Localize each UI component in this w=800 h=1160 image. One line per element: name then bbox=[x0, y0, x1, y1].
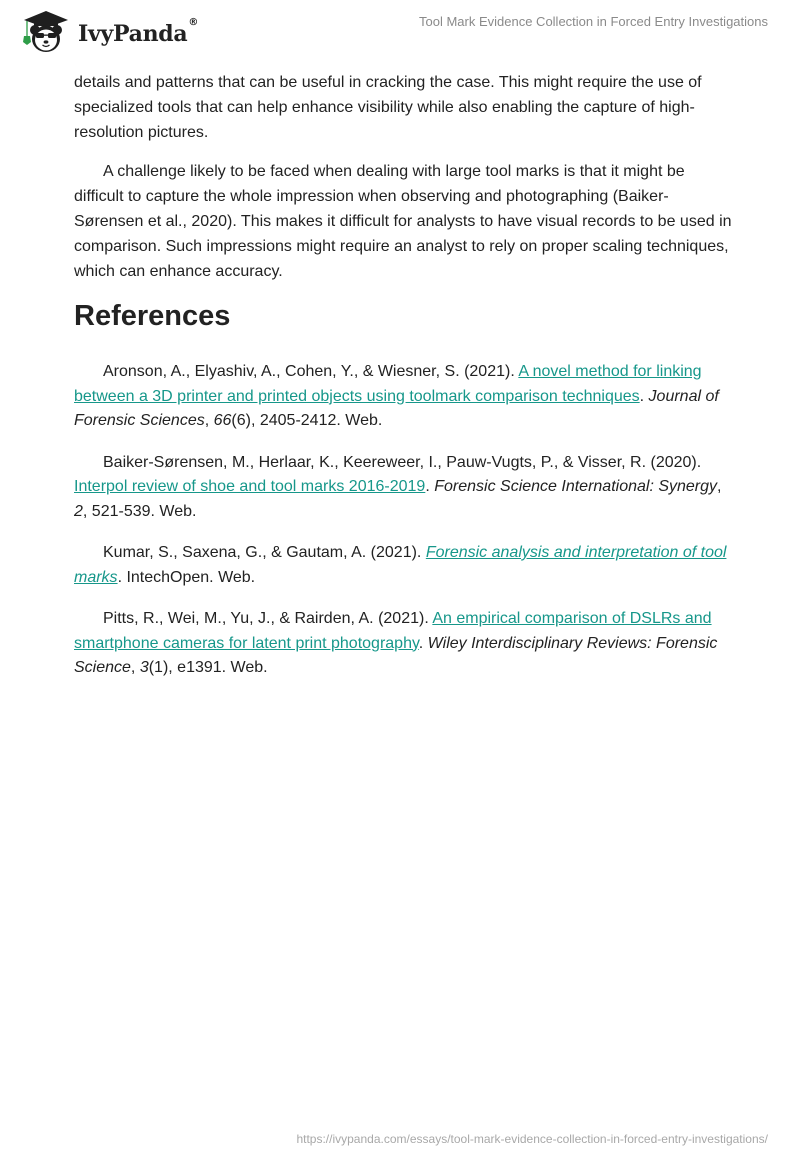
reference-item bbox=[74, 451, 734, 525]
reference-link[interactable]: A novel method for linking between a 3D printer and printed objects using toolmark comparison techniques bbox=[74, 363, 702, 405]
reference-link[interactable]: Interpol review of shoe and tool marks 2016-2019 bbox=[74, 478, 426, 495]
reference-details: , 521-539. Web. bbox=[82, 502, 197, 520]
body-paragraph: A challenge likely to be faced when dealing with large tool marks is that it might be difficult to capture the whole impression when observing and photographing (Baiker-Sørensen et al., 2020). This makes it difficult for analysts to have visual records to be used in comparison. Such impressions might require an analyst to rely on proper scaling techniques, which can enhance accuracy. bbox=[74, 163, 732, 280]
reference-punct: , bbox=[130, 659, 140, 676]
reference-punct: , bbox=[717, 478, 722, 495]
reference-punct: . bbox=[418, 634, 428, 652]
reference-link[interactable]: An empirical comparison of DSLRs and smartphone cameras for latent print photography bbox=[74, 610, 712, 652]
reference-details: (6), 2405-2412. Web. bbox=[231, 412, 383, 429]
brand-logo[interactable] bbox=[18, 8, 198, 54]
reference-volume: 2 bbox=[74, 502, 83, 520]
references-list bbox=[74, 360, 734, 681]
body-paragraph: details and patterns that can be useful in cracking the case. This might require the use of specialized tools that can help enhance visibility while also enabling the capture of high-resolution pictures. bbox=[74, 74, 702, 141]
reference-punct: , bbox=[204, 412, 214, 429]
reference-punct: . bbox=[639, 387, 649, 405]
reference-authors: Aronson, A., Elyashiv, A., Cohen, Y., & Wiesner, S. (2021). bbox=[103, 363, 519, 380]
page-header bbox=[0, 0, 800, 60]
document-body bbox=[74, 70, 734, 698]
brand-name: IvyPanda® bbox=[78, 17, 199, 47]
reference-details: (1), e1391. Web. bbox=[148, 659, 268, 676]
footer-url: https://ivypanda.com/essays/tool-mark-evidence-collection-in-forced-entry-investigations/ bbox=[296, 1132, 768, 1146]
reference-link-text[interactable]: Forensic analysis and interpretation of tool marks bbox=[74, 544, 727, 586]
reference-item bbox=[74, 541, 734, 590]
reference-punct: . bbox=[425, 478, 435, 495]
document-title: Tool Mark Evidence Collection in Forced Entry Investigations bbox=[419, 14, 768, 29]
panda-graduate-icon bbox=[18, 8, 74, 54]
reference-details: . IntechOpen. Web. bbox=[117, 568, 256, 586]
reference-authors: Kumar, S., Saxena, G., & Gautam, A. (2021). bbox=[103, 544, 426, 561]
reference-authors: Baiker-Sørensen, M., Herlaar, K., Keereweer, I., Pauw-Vugts, P., & Visser, R. (2020). bbox=[103, 453, 702, 471]
reference-source: Wiley Interdisciplinary Reviews: Forensic Science bbox=[74, 634, 718, 676]
reference-item bbox=[74, 360, 734, 434]
reference-source: Forensic Science International: Synergy bbox=[434, 478, 718, 495]
reference-volume: 66 bbox=[213, 412, 232, 429]
reference-volume: 3 bbox=[139, 659, 149, 676]
reference-item bbox=[74, 607, 734, 681]
registered-mark: ® bbox=[188, 17, 199, 28]
reference-source: Journal of Forensic Sciences bbox=[74, 387, 719, 429]
reference-authors: Pitts, R., Wei, M., Yu, J., & Rairden, A. (2021). bbox=[103, 610, 433, 627]
references-heading: References bbox=[74, 300, 231, 332]
